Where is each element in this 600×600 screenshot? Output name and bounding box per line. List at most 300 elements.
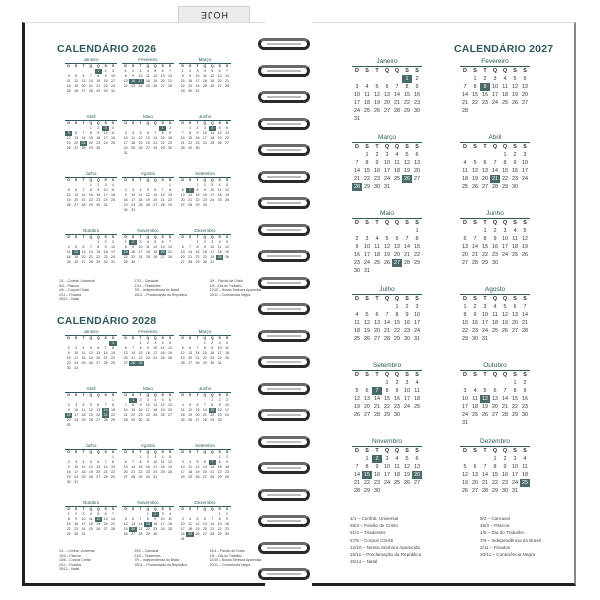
day: 6 — [395, 236, 399, 242]
holiday-entry: 15/11 – Proclamação da República — [134, 292, 187, 297]
holiday-day: 27 — [394, 260, 400, 266]
day: 4 — [161, 341, 164, 345]
day: 25 — [217, 198, 222, 202]
day: 23 — [472, 328, 478, 334]
day: 22 — [88, 198, 93, 202]
day: 24 — [111, 84, 116, 88]
day: 19 — [354, 404, 360, 410]
day: 1 — [395, 304, 399, 310]
day: 12 — [88, 465, 93, 469]
weekday-header: S — [168, 178, 172, 182]
day: 2 — [211, 341, 214, 345]
weekday-header: S — [513, 372, 517, 378]
weekday-header: S — [513, 68, 517, 74]
day: 8 — [196, 245, 199, 249]
weekday-header: Q — [96, 64, 100, 68]
month-name: Novembro — [122, 500, 174, 507]
weekday-header: S — [225, 121, 229, 125]
day: 28 — [81, 146, 86, 150]
day: 31 — [354, 116, 360, 122]
day: 6 — [523, 76, 527, 82]
binding-ring — [258, 356, 310, 368]
weekday-header: S — [415, 144, 419, 150]
day: 9 — [104, 245, 107, 249]
day: 5 — [169, 341, 172, 345]
day: 29 — [111, 418, 116, 422]
day: 28 — [354, 488, 360, 494]
weekday-header: Q — [384, 68, 390, 74]
day: 13 — [462, 244, 468, 250]
day: 1 — [493, 456, 497, 462]
day: 17 — [384, 472, 390, 478]
weekday-header: Q — [146, 178, 150, 182]
day: 14 — [522, 312, 528, 318]
day: 21 — [394, 100, 400, 106]
empty-cell — [470, 151, 480, 159]
day: 19 — [225, 193, 230, 197]
day: 30 — [225, 532, 230, 536]
day: 12 — [210, 74, 215, 78]
weekday-header: T — [483, 296, 487, 302]
weekday-header: Q — [146, 393, 150, 397]
month-name: Julho — [65, 171, 117, 178]
day: 27 — [96, 361, 101, 365]
day: 18 — [111, 136, 116, 140]
weekday-header: T — [196, 235, 199, 239]
day: 4 — [112, 183, 115, 187]
day: 22 — [210, 413, 215, 417]
holiday-entry: 15/11 – Proclamação da República — [134, 562, 187, 567]
day: 13 — [482, 168, 488, 174]
day: 18 — [138, 198, 143, 202]
month-name: Novembro — [352, 437, 422, 447]
day: 30 — [210, 361, 215, 365]
day: 4 — [355, 312, 359, 318]
day: 27 — [131, 532, 136, 536]
weekday-header: S — [161, 235, 164, 239]
day-grid — [65, 64, 117, 94]
day: 16 — [195, 136, 200, 140]
weekday-header: Q — [384, 296, 390, 302]
day: 12 — [180, 351, 185, 355]
holiday-day: 12 — [482, 396, 488, 402]
weekday-header: D — [67, 178, 70, 182]
weekday-header: S — [405, 372, 409, 378]
weekday-header: S — [218, 450, 221, 454]
day: 14 — [180, 136, 185, 140]
day: 15 — [66, 522, 71, 526]
day: 1 — [385, 380, 389, 386]
weekday-header: T — [375, 448, 379, 454]
day: 11 — [492, 312, 498, 318]
day: 31 — [145, 418, 150, 422]
day: 9 — [203, 188, 206, 192]
day: 26 — [88, 361, 93, 365]
binding-ring — [258, 65, 310, 77]
weekday-header: S — [161, 507, 164, 511]
weekday-header: T — [483, 448, 487, 454]
day: 14 — [188, 250, 193, 254]
day: 10 — [210, 245, 215, 249]
day-grid — [460, 295, 530, 343]
weekday-header: T — [375, 220, 379, 226]
day: 3 — [503, 228, 507, 234]
binding-ring — [258, 91, 310, 103]
weekday-header: D — [181, 64, 184, 68]
weekday-header: T — [139, 507, 142, 511]
day: 18 — [502, 92, 508, 98]
holiday-entry: 12/10 – Nossa Senhora Aparecida — [209, 558, 262, 563]
day: 24 — [502, 252, 508, 258]
day: 26 — [180, 361, 185, 365]
weekday-header: D — [67, 450, 70, 454]
day: 1 — [483, 228, 487, 234]
holiday-entry: 25/12 – Natal — [350, 559, 378, 565]
day: 29 — [482, 260, 488, 266]
day: 17 — [103, 136, 108, 140]
day: 12 — [153, 74, 158, 78]
day: 27 — [96, 418, 101, 422]
day: 20 — [81, 255, 86, 259]
day-grid — [179, 178, 231, 208]
day: 5 — [196, 460, 199, 464]
day: 9 — [67, 351, 70, 355]
day: 20 — [168, 408, 173, 412]
day: 22 — [180, 84, 185, 88]
weekday-header: Q — [210, 64, 214, 68]
day: 15 — [88, 136, 93, 140]
day: 23 — [145, 470, 150, 474]
day: 12 — [160, 403, 165, 407]
day: 8 — [503, 160, 507, 166]
day: 4 — [415, 380, 419, 386]
day-grid — [122, 450, 174, 480]
day-grid — [65, 393, 117, 428]
month-name: Outubro — [460, 361, 530, 371]
day: 27 — [123, 361, 128, 365]
day: 6 — [189, 346, 192, 350]
day: 19 — [374, 100, 380, 106]
day: 1 — [415, 228, 419, 234]
weekday-header: S — [188, 507, 192, 511]
day: 25 — [66, 89, 71, 93]
day: 10 — [482, 312, 488, 318]
day: 22 — [502, 176, 508, 182]
day: 14 — [188, 193, 193, 197]
holiday-entry: 2/11 – Finados — [59, 562, 82, 567]
day: 30 — [138, 418, 143, 422]
calendar-2027-title: CALENDÁRIO 2027 — [454, 43, 554, 55]
weekday-header: D — [181, 450, 184, 454]
day: 21 — [123, 413, 128, 417]
weekday-header: Q — [394, 68, 400, 74]
month-março — [352, 133, 422, 191]
month-dezembro — [460, 437, 530, 495]
day: 28 — [123, 418, 128, 422]
day: 24 — [210, 198, 215, 202]
day: 15 — [217, 522, 222, 526]
day: 16 — [202, 250, 207, 254]
weekday-header: Q — [89, 121, 93, 125]
weekday-header: Q — [153, 450, 157, 454]
weekday-header: D — [463, 220, 467, 226]
day: 26 — [522, 252, 528, 258]
day: 21 — [131, 470, 136, 474]
day: 14 — [81, 136, 86, 140]
day: 21 — [225, 79, 230, 83]
month-fevereiro — [122, 57, 174, 89]
day: 19 — [66, 198, 71, 202]
day: 9 — [146, 346, 149, 350]
day: 14 — [111, 517, 116, 521]
day: 11 — [522, 464, 528, 470]
holiday-day: 2 — [372, 455, 382, 463]
weekday-header: Q — [210, 450, 214, 454]
day: 2 — [218, 398, 221, 402]
day: 11 — [111, 131, 115, 135]
day: 19 — [180, 356, 185, 360]
day: 26 — [217, 141, 222, 145]
day: 22 — [111, 470, 116, 474]
day: 7 — [169, 69, 172, 73]
binding-ring — [258, 224, 310, 236]
day: 8 — [97, 74, 100, 78]
day: 31 — [195, 89, 200, 93]
day: 6 — [97, 460, 100, 464]
day: 17 — [195, 79, 200, 83]
weekday-header: S — [111, 121, 115, 125]
day: 28 — [103, 361, 108, 365]
day: 20 — [202, 527, 207, 531]
day: 18 — [394, 168, 400, 174]
holiday-day: 28 — [354, 184, 360, 190]
day: 12 — [88, 351, 93, 355]
day: 13 — [74, 193, 79, 197]
day: 19 — [512, 92, 518, 98]
weekday-header: Q — [203, 235, 207, 239]
day: 1 — [473, 76, 477, 82]
day: 25 — [364, 108, 370, 114]
month-name: Junho — [179, 386, 231, 393]
day: 15 — [111, 351, 116, 355]
day: 18 — [512, 244, 518, 250]
day: 16 — [66, 356, 71, 360]
day: 18 — [472, 404, 478, 410]
day: 7 — [132, 346, 135, 350]
day: 4 — [226, 341, 229, 345]
holiday-entry: 1/1 – Confrat. Universal — [350, 516, 399, 521]
day: 6 — [154, 188, 157, 192]
day: 5 — [513, 76, 517, 82]
weekday-header: D — [355, 220, 359, 226]
day: 8 — [203, 346, 206, 350]
day: 18 — [66, 84, 71, 88]
weekday-header: D — [355, 448, 359, 454]
holiday-day: 21 — [492, 176, 498, 182]
day: 25 — [145, 84, 150, 88]
day: 10 — [492, 84, 498, 90]
day: 22 — [66, 527, 71, 531]
weekday-header: S — [168, 336, 172, 340]
month-name: Outubro — [65, 500, 117, 507]
holiday-day: 20 — [414, 472, 420, 478]
day: 21 — [482, 480, 488, 486]
day: 22 — [123, 84, 128, 88]
day: 2 — [97, 183, 100, 187]
day: 19 — [195, 470, 200, 474]
day: 24 — [180, 475, 185, 479]
day: 16 — [502, 472, 508, 478]
day: 26 — [225, 255, 230, 259]
day: 31 — [131, 208, 136, 212]
day: 24 — [404, 404, 410, 410]
day: 18 — [354, 328, 360, 334]
weekday-header: Q — [394, 144, 400, 150]
day: 20 — [225, 136, 230, 140]
weekday-header: S — [74, 121, 78, 125]
day: 8 — [405, 84, 409, 90]
day: 4 — [365, 84, 369, 90]
day: 27 — [414, 176, 420, 182]
holiday-day: 1 — [129, 398, 136, 403]
weekday-header: S — [131, 336, 135, 340]
day: 29 — [123, 260, 128, 264]
day: 23 — [394, 404, 400, 410]
day-grid — [352, 143, 422, 191]
weekday-header: D — [67, 393, 70, 397]
holiday-entry: 27/5 – Corpus Christi — [350, 537, 394, 543]
day: 27 — [153, 203, 158, 207]
day: 4 — [146, 240, 149, 244]
weekday-header: T — [196, 64, 199, 68]
day: 30 — [66, 480, 71, 484]
weekday-header: Q — [89, 507, 93, 511]
day: 13 — [74, 136, 79, 140]
day: 7 — [89, 74, 92, 78]
day: 9 — [146, 460, 149, 464]
weekday-header: S — [74, 450, 78, 454]
day: 27 — [512, 328, 518, 334]
month-name: Março — [179, 329, 231, 336]
empty-cell — [382, 75, 392, 83]
day: 5 — [385, 236, 389, 242]
day: 17 — [180, 470, 185, 474]
day: 10 — [354, 92, 360, 98]
empty-cell — [402, 227, 412, 235]
day: 29 — [492, 488, 498, 494]
weekday-header: S — [168, 450, 172, 454]
weekday-header: T — [483, 68, 487, 74]
day: 22 — [111, 413, 116, 417]
holiday-day: 1 — [109, 341, 116, 346]
day: 5 — [473, 160, 477, 166]
month-março — [179, 57, 231, 94]
day: 16 — [168, 136, 173, 140]
day: 16 — [217, 408, 222, 412]
empty-cell — [470, 227, 480, 235]
day: 5 — [139, 131, 142, 135]
day: 18 — [462, 176, 468, 182]
holiday-day: 7 — [372, 387, 382, 395]
weekday-header: S — [131, 450, 135, 454]
weekday-header: D — [181, 507, 184, 511]
day: 27 — [160, 84, 165, 88]
day: 18 — [522, 472, 528, 478]
day: 13 — [145, 136, 150, 140]
empty-cell — [372, 227, 382, 235]
day: 25 — [394, 176, 400, 182]
day: 24 — [123, 146, 128, 150]
empty-cell — [352, 379, 362, 387]
day: 6 — [203, 460, 206, 464]
day: 17 — [74, 470, 79, 474]
day: 29 — [502, 184, 508, 190]
day: 1 — [112, 455, 115, 459]
day: 23 — [103, 84, 108, 88]
day: 5 — [154, 240, 157, 244]
day: 8 — [139, 346, 142, 350]
day-grid — [460, 219, 530, 267]
weekday-header: S — [218, 121, 221, 125]
day: 16 — [492, 244, 498, 250]
day: 20 — [180, 255, 185, 259]
today-tab[interactable]: HOJE — [178, 6, 250, 23]
day: 3 — [211, 240, 214, 244]
day: 26 — [168, 470, 173, 474]
binding-ring — [258, 515, 310, 527]
day: 24 — [462, 412, 468, 418]
day: 29 — [138, 475, 143, 479]
day: 30 — [145, 475, 150, 479]
empty-cell — [490, 151, 500, 159]
day: 5 — [89, 346, 92, 350]
day: 10 — [384, 160, 390, 166]
month-abril — [460, 133, 530, 191]
day: 10 — [522, 160, 528, 166]
day: 10 — [74, 408, 79, 412]
day: 2 — [226, 512, 229, 516]
day: 13 — [414, 464, 420, 470]
day: 5 — [97, 512, 100, 516]
day: 25 — [180, 418, 185, 422]
day-grid — [122, 121, 174, 156]
weekday-header: S — [523, 296, 527, 302]
day: 24 — [145, 413, 150, 417]
day: 22 — [512, 404, 518, 410]
weekday-header: Q — [89, 450, 93, 454]
day: 19 — [123, 527, 128, 531]
day: 10 — [153, 346, 158, 350]
day: 28 — [138, 532, 143, 536]
month-name: Junho — [179, 114, 231, 121]
weekday-header: Q — [502, 448, 508, 454]
weekday-header: T — [375, 68, 379, 74]
day: 30 — [66, 423, 71, 427]
day: 8 — [112, 346, 115, 350]
day: 14 — [472, 244, 478, 250]
day: 3 — [218, 341, 221, 345]
day: 10 — [81, 517, 86, 521]
month-novembro — [352, 437, 422, 495]
day: 4 — [67, 74, 70, 78]
day: 2 — [196, 126, 199, 130]
day: 23 — [66, 361, 71, 365]
holiday-day: 15 — [210, 408, 215, 412]
empty-cell — [352, 151, 362, 159]
day: 20 — [394, 252, 400, 258]
weekday-header: S — [225, 64, 229, 68]
day: 21 — [462, 100, 468, 106]
